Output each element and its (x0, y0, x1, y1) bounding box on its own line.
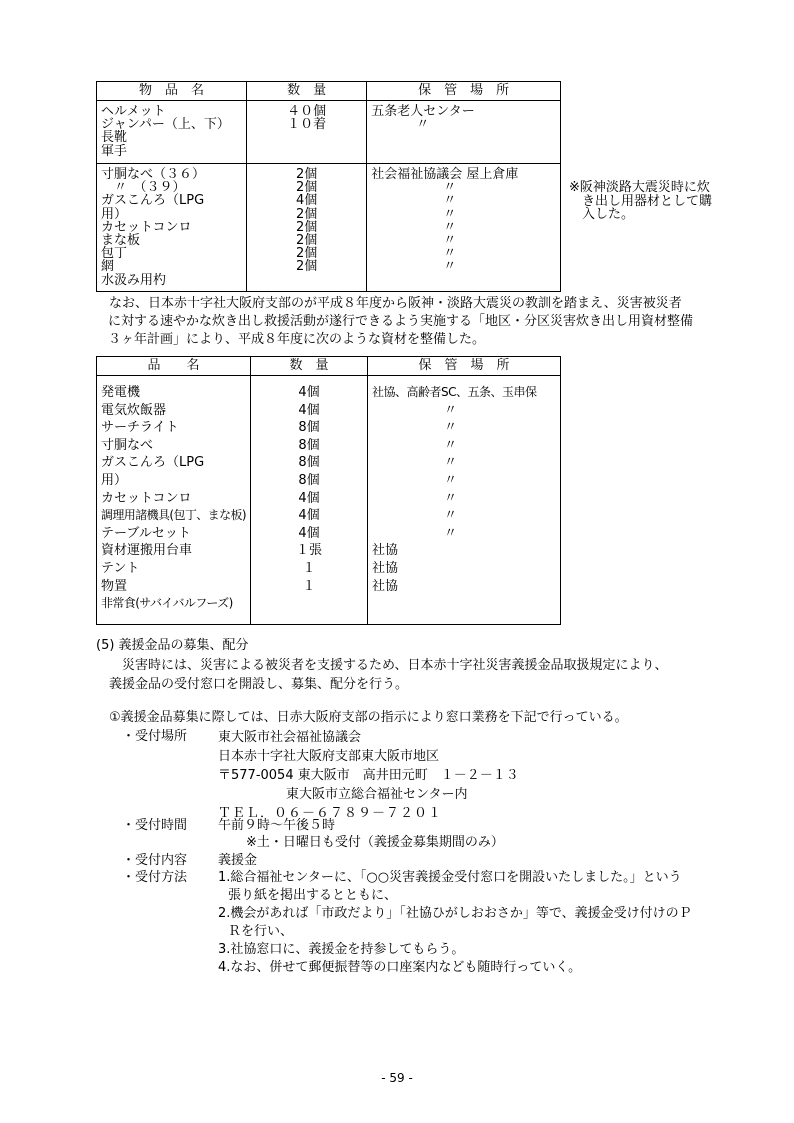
item-name: 網 (101, 259, 115, 275)
item-name: 資材運搬用台車 (101, 543, 193, 559)
item-name: 非常食(サバイバルフーズ) (101, 596, 233, 611)
place-line: ＴＥＬ．０６－６７８９－７２０１ (218, 806, 443, 821)
item-location: 〃 (443, 193, 457, 209)
item-location: 〃 (416, 117, 430, 133)
item-name: 寸胴なべ (101, 437, 154, 453)
header-quantity: 数 量 (250, 357, 367, 376)
reception-method (218, 869, 692, 977)
place-line: 東大阪市立総合福祉センター内 (286, 787, 468, 802)
item-location: 社協 (371, 560, 398, 576)
item-location: 〃 (443, 508, 457, 524)
item-name: 軍手 (101, 143, 128, 159)
item-quantity: 2個 (295, 180, 318, 196)
item-quantity: 2個 (295, 232, 318, 248)
method-line: 3.社協窓口に、義援金を持参してもらう。 (218, 942, 465, 957)
side-note-line: ※阪神淡路大震災時に炊 (569, 180, 710, 195)
item-name: カセットコンロ (101, 490, 192, 506)
item-location: 〃 (443, 490, 457, 506)
item-quantity: 4個 (295, 193, 318, 209)
reception-time-label: ・受付時間 (122, 818, 188, 833)
method-line: Ｒを行い、 (228, 924, 294, 939)
item-location: 〃 (443, 420, 457, 436)
side-note (569, 181, 712, 222)
item-quantity: ４０個 (287, 104, 327, 119)
item-quantity: 2個 (295, 206, 318, 222)
note-paragraph (96, 295, 693, 349)
section-item-1: ①義援金品募集に際しては、日赤大阪府支部の指示により窓口業務を下記で行っている。 (109, 710, 628, 725)
table-header-row (97, 82, 561, 101)
item-name: 〃 （３９） (101, 180, 186, 196)
reception-method-label: ・受付方法 (122, 870, 188, 885)
paragraph-line: に対する速やかな炊き出し救援活動が遂行できるよう実施する「地区・分区災害炊き出し用資材整備 (108, 314, 694, 329)
item-name: カセットコンロ (101, 219, 192, 235)
place-line: 日本赤十字社大阪府支部東大阪市地区 (218, 749, 440, 764)
header-location: 保 管 場 所 (367, 357, 560, 376)
item-quantity: 8個 (298, 437, 320, 453)
section-text-line: 災害時には、災害による被災者を支援するため、日本赤十字社災害義援金品取扱規定により、 (122, 658, 668, 673)
item-location: 〃 (443, 180, 457, 196)
item-location: 〃 (443, 455, 457, 471)
section-text-line: 義援金品の受付窓口を開設し、募集、配分を行う。 (109, 677, 409, 692)
item-quantity: １ (302, 578, 316, 594)
item-name: 包丁 (101, 246, 128, 262)
item-name: 用） (101, 472, 128, 488)
location-cell (367, 164, 561, 292)
item-cell (97, 101, 247, 164)
item-location: 〃 (443, 219, 457, 235)
item-quantity: １０着 (287, 117, 327, 133)
item-name: ガスこんろ（LPG (101, 193, 205, 209)
page-number: - 59 - (381, 1071, 413, 1085)
item-location: 〃 (443, 525, 457, 541)
item-name: ヘルメット (101, 104, 166, 119)
reception-place (218, 728, 519, 823)
equipment-table-1 (96, 81, 561, 292)
item-location: 社協 (371, 543, 398, 559)
item-quantity: 2個 (295, 246, 318, 262)
header-item-name: 物 品 名 (97, 82, 247, 101)
item-quantity: 4個 (298, 402, 320, 418)
place-line: 〒577-0054 東大阪市 高井田元町 １－２－１３ (218, 768, 519, 783)
item-name: ガスこんろ（LPG (101, 455, 205, 471)
reception-time: 午前９時～午後５時 (218, 818, 336, 833)
method-line: 張り紙を掲出するとともに、 (228, 888, 398, 903)
item-location: 五条老人センター (371, 104, 475, 119)
place-line: 東大阪市社会福祉協議会 (218, 730, 362, 745)
item-name: テント (101, 560, 140, 576)
item-quantity: １ (302, 560, 316, 576)
method-line: 1.総合福祉センターに、「○○災害義援金受付窓口を開設いたしました。」という (218, 870, 682, 885)
item-location: 〃 (443, 246, 457, 262)
equipment-table-2 (96, 356, 561, 625)
item-location: 社協、高齢者SC、五条、玉串保 (371, 385, 537, 399)
reception-content: 義援金 (218, 853, 258, 868)
item-name: 調理用諸機具(包丁、まな板) (101, 508, 246, 523)
side-note-line: き出し用器材として購 (582, 193, 713, 209)
item-name: まな板 (101, 232, 141, 248)
item-name: 長靴 (101, 130, 128, 146)
method-line: 2.機会があれば「市政だより」「社協ひがしおおさか」等で、義援金受け付けのＰ (218, 906, 692, 921)
item-name: 物置 (101, 578, 128, 594)
quantity-cell (250, 376, 367, 625)
paragraph-line: ３ヶ年計画」により、平成８年度に次のような資材を整備した。 (108, 332, 486, 347)
item-location: 〃 (443, 259, 457, 275)
side-note-line: 入した。 (582, 207, 635, 222)
item-location: 〃 (443, 206, 457, 222)
item-quantity: 2個 (295, 167, 318, 182)
header-location: 保 管 場 所 (367, 82, 561, 101)
item-location: 〃 (443, 232, 457, 248)
item-name: 電気炊飯器 (101, 402, 167, 418)
item-name: 用） (101, 206, 128, 222)
quantity-cell (246, 164, 366, 292)
item-name: ジャンパー（上、下） (101, 117, 230, 133)
item-quantity: 8個 (298, 455, 320, 471)
reception-content-label: ・受付内容 (122, 853, 188, 868)
reception-place-label: ・受付場所 (122, 729, 188, 744)
paragraph-line: なお、日本赤十字社大阪府支部のが平成８年度から阪神・淡路大震災の教訓を踏まえ、災害被災者 (96, 296, 682, 311)
item-name: 寸胴なべ（３６） (101, 167, 206, 182)
section-heading: (5) 義援金品の募集、配分 (96, 638, 249, 653)
item-quantity: 2個 (295, 219, 318, 235)
header-item-name: 品 名 (97, 357, 251, 376)
item-location: 〃 (443, 402, 457, 418)
table-row (97, 101, 561, 164)
item-quantity: 4個 (298, 385, 320, 400)
location-cell (367, 101, 561, 164)
location-cell (367, 376, 560, 625)
item-location: 社会福祉協議会 屋上倉庫 (371, 167, 519, 182)
item-location: 社協 (371, 578, 398, 594)
item-name: 水汲み用杓 (101, 272, 167, 288)
item-name: サーチライト (101, 420, 179, 436)
reception-time-note: ※土・日曜日も受付（義援金募集期間のみ） (246, 835, 504, 850)
quantity-cell (246, 101, 366, 164)
item-quantity: 8個 (298, 420, 320, 436)
item-quantity: 2個 (295, 259, 318, 275)
item-name: 発電機 (101, 385, 141, 400)
table-row (97, 376, 561, 625)
item-quantity: 4個 (298, 490, 320, 506)
item-location: 〃 (443, 437, 457, 453)
method-line: 4.なお、併せて郵便振替等の口座案内なども随時行っていく。 (218, 960, 582, 975)
item-quantity: 8個 (298, 472, 320, 488)
item-name: テーブルセット (101, 525, 191, 541)
item-quantity: １張 (295, 543, 322, 559)
item-quantity: 4個 (298, 508, 320, 524)
header-quantity: 数 量 (246, 82, 366, 101)
table-row (97, 164, 561, 292)
item-cell (97, 164, 247, 292)
item-location: 〃 (443, 472, 457, 488)
item-quantity: 4個 (298, 525, 320, 541)
table-header-row (97, 357, 561, 376)
item-cell (97, 376, 251, 625)
